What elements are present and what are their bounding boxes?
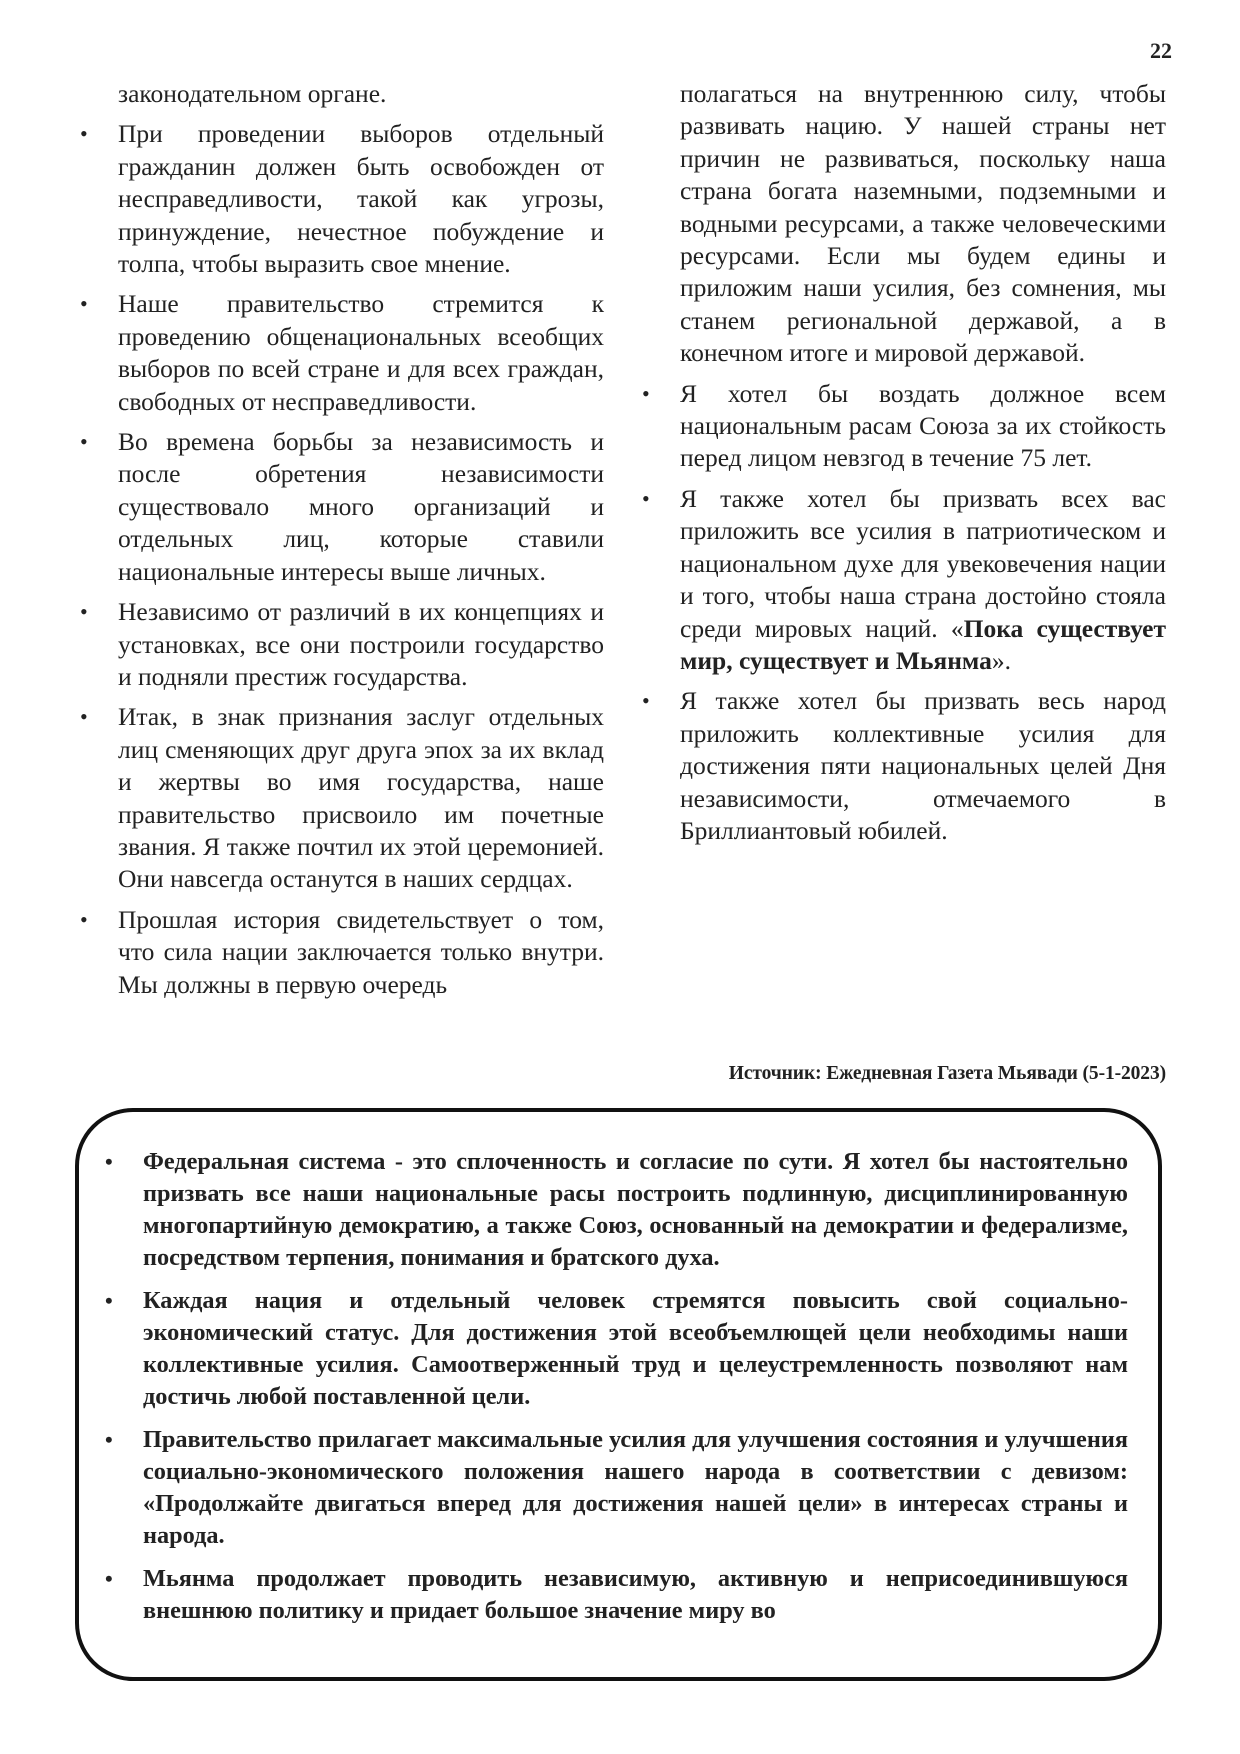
box-list-item xyxy=(105,1146,1128,1274)
bullet-icon: • xyxy=(105,1566,113,1591)
bullet-icon: • xyxy=(80,906,88,932)
left-bullet-list xyxy=(80,118,604,1001)
list-item xyxy=(80,904,604,1001)
list-item-text-end: ». xyxy=(991,645,1011,675)
bullet-icon: • xyxy=(642,380,650,406)
bullet-icon: • xyxy=(105,1288,113,1313)
list-item xyxy=(80,118,604,280)
box-list-item xyxy=(105,1563,1128,1627)
box-item-text: Каждая нация и отдельный человек стремятся повысить свой социально-экономический статус. Для достижения этой всеобъемлющей цели необходимы наши коллективные усилия. Самоотверженный труд и целеустремленность позволяют нам достичь любой поставленной цели. xyxy=(143,1287,1128,1410)
bullet-icon: • xyxy=(80,121,88,147)
bullet-icon: • xyxy=(642,485,650,511)
box-list-item xyxy=(105,1285,1128,1413)
box-item-text: Федеральная система - это сплоченность и согласие по сути. Я хотел бы настоятельно призвать все наши национальные расы построить подлинную, дисциплинированную многопартийную демократию, а также Союз, основанный на демократии и федерализме, посредством терпения, понимания и братского духа. xyxy=(143,1148,1128,1271)
highlight-box xyxy=(75,1108,1162,1681)
right-bullet-list xyxy=(642,378,1166,848)
list-item-text: Я также хотел бы призвать весь народ приложить коллективные усилия для достижения пяти национальных целей Дня независимости, отмечаемого в Бриллиантовый юбилей. xyxy=(680,686,1166,845)
bullet-icon: • xyxy=(80,429,88,455)
box-list-item xyxy=(105,1424,1128,1552)
list-item xyxy=(642,483,1166,677)
list-item-text: Независимо от различий в их концепциях и установках, все они построили государство и подняли престиж государства. xyxy=(118,597,604,691)
bullet-icon: • xyxy=(80,704,88,730)
motto-quote: Пока существует мир, существует и Мьянма xyxy=(680,613,1166,675)
bullet-icon: • xyxy=(80,291,88,317)
list-item xyxy=(80,596,604,693)
bullet-icon: • xyxy=(80,599,88,625)
list-item-text: Я также хотел бы призвать всех вас приложить все усилия в патриотическом и национальном духе для увековечения нации и того, чтобы наша страна достойно стояла среди мировых наций. « xyxy=(680,483,1166,643)
bullet-icon: • xyxy=(105,1427,113,1452)
left-continuation-text: законодательном органе. xyxy=(118,79,387,108)
bullet-icon: • xyxy=(642,688,650,714)
bullet-icon: • xyxy=(105,1149,113,1174)
box-item-text: Правительство прилагает максимальные усилия для улучшения состояния и улучшения социально-экономического положения нашего народа в соответствии с девизом: «Продолжайте двигаться вперед для достижения нашей цели» в интересах страны и народа. xyxy=(143,1426,1128,1549)
list-item xyxy=(80,701,604,895)
list-item xyxy=(80,426,604,588)
box-bullet-list xyxy=(105,1146,1128,1638)
right-continuation-text: полагаться на внутреннюю силу, чтобы развивать нацию. У нашей страны нет причин не развиваться, поскольку наша страна богата наземными, подземными и водными ресурсами, а также человеческими ресурсами. Если мы будем едины и приложим наши усилия, без сомнения, мы станем региональной державой, а в конечном итоге и мировой державой. xyxy=(680,79,1166,368)
list-item xyxy=(80,288,604,418)
box-item-text: Мьянма продолжает проводить независимую, активную и неприсоединившуюся внешнюю политику и придает большое значение миру во xyxy=(143,1565,1128,1624)
left-column xyxy=(80,78,604,1001)
list-item-text: Прошлая история свидетельствует о том, что сила нации заключается только внутри. Мы должны в первую очередь xyxy=(118,904,604,999)
source-citation: Источник: Ежедневная Газета Мьявади (5-1-2023) xyxy=(728,1063,1166,1084)
list-item-text: При проведении выборов отдельный гражданин должен быть освобожден от несправедливости, такой как угрозы, принуждение, нечестное побуждение и толпа, чтобы выразить свое мнение. xyxy=(118,119,604,279)
list-item-text: Я хотел бы воздать должное всем национальным расам Союза за их стойкость перед лицом невзгод в течение 75 лет. xyxy=(680,378,1166,473)
page-number: 22 xyxy=(1150,38,1172,63)
list-item-text: Итак, в знак признания заслуг отдельных лиц сменяющих друг друга эпох за их вклад и жертвы во имя государства, наше правительство присвоило им почетные звания. Я также почтил их этой церемонией. Они навсегда останутся в наших сердцах. xyxy=(118,702,604,894)
list-item-text: Наше правительство стремится к проведению общенациональных всеобщих выборов по всей стране и для всех граждан, свободных от несправедливости. xyxy=(118,289,604,416)
list-item-text: Во времена борьбы за независимость и после обретения независимости существовало много организаций и отдельных лиц, которые ставили национальные интересы выше личных. xyxy=(118,427,604,586)
list-item xyxy=(642,378,1166,475)
right-column xyxy=(642,78,1166,847)
list-item xyxy=(642,685,1166,847)
